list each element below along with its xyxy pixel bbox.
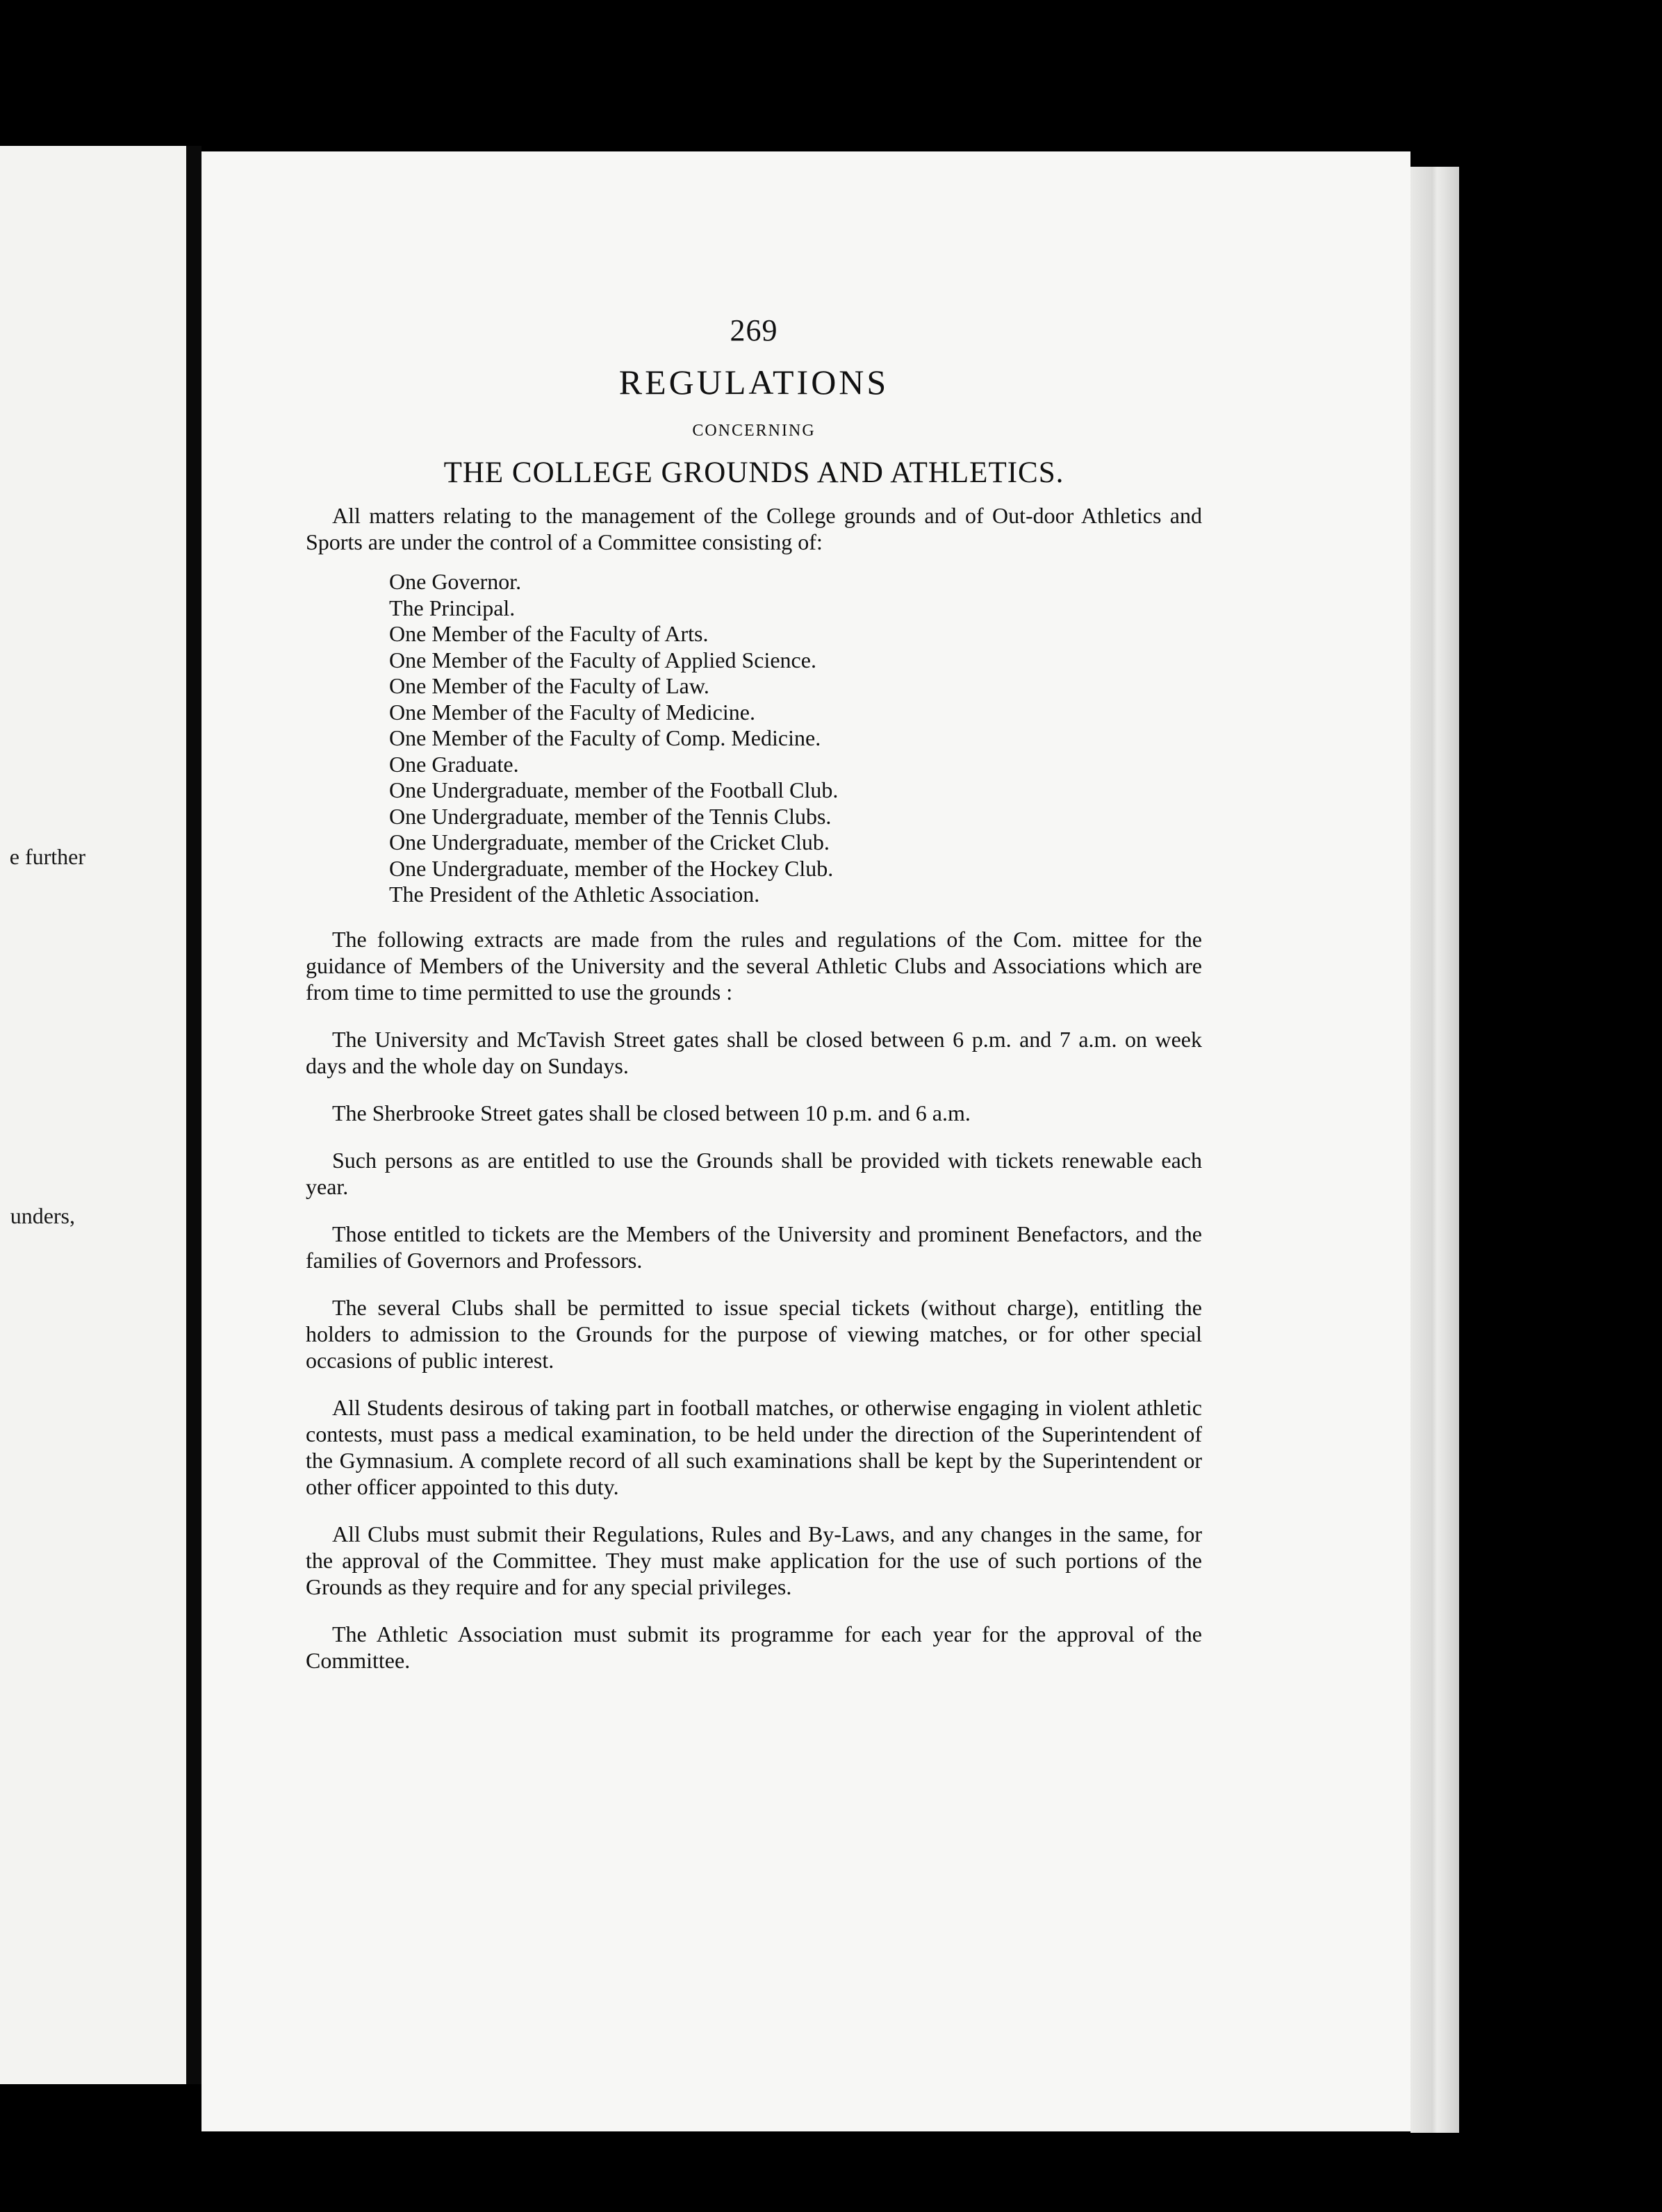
regulation-paragraph: The Sherbrooke Street gates shall be closed between 10 p.m. and 6 a.m. xyxy=(332,1100,971,1125)
facing-page xyxy=(0,146,186,2084)
book-gutter xyxy=(186,146,201,2084)
regulation-paragraph: The following extracts are made from the rules and regulations of the Com. mittee for the guidance of Members of the University and the several Athletic Clubs and Associations which are from time to time permitted to use the grounds : xyxy=(306,926,1202,1005)
page-number: 269 xyxy=(730,313,778,347)
committee-member: One Member of the Faculty of Comp. Medicine. xyxy=(389,725,821,750)
committee-member: One Member of the Faculty of Law. xyxy=(389,673,709,698)
page-edges xyxy=(1410,167,1459,2133)
regulation-paragraph: The Athletic Association must submit its programme for each year for the approval of the Committee. xyxy=(306,1621,1202,1673)
page-subtitle: CONCERNING xyxy=(692,422,816,440)
committee-member: One Undergraduate, member of the Hockey Club. xyxy=(389,855,834,881)
committee-member: One Member of the Faculty of Medicine. xyxy=(389,699,755,725)
committee-member: One Governor. xyxy=(389,569,522,594)
committee-list xyxy=(306,569,1202,908)
regulation-paragraph: All Clubs must submit their Regulations, Rules and By-Laws, and any changes in the same, for the approval of the Committee. They must make application for the use of such portions of the Grounds as they require and for any special privileges. xyxy=(306,1521,1202,1599)
page-content xyxy=(306,313,1202,1694)
committee-member: The President of the Athletic Association. xyxy=(389,882,760,907)
page-title: REGULATIONS xyxy=(618,363,889,402)
committee-member: The Principal. xyxy=(389,595,516,620)
committee-member: One Undergraduate, member of the Football Club. xyxy=(389,777,839,802)
regulation-paragraph: The University and McTavish Street gates shall be closed between 6 p.m. and 7 a.m. on week days and the whole day on Sundays. xyxy=(306,1026,1202,1078)
committee-member: One Undergraduate, member of the Tennis Clubs. xyxy=(389,803,832,829)
section-heading: THE COLLEGE GROUNDS AND ATHLETICS. xyxy=(443,456,1064,489)
regulation-paragraph: The several Clubs shall be permitted to issue special tickets (without charge), entitling the holders to admission to the Grounds for the purpose of viewing matches, or for other special occasions of public interest. xyxy=(306,1294,1202,1373)
facing-page-fragment: e further xyxy=(9,844,85,869)
committee-member: One Member of the Faculty of Applied Science. xyxy=(389,647,816,672)
intro-paragraph: All matters relating to the management of the College grounds and of Out-door Athletics and Sports are under the control of a Committee consisting of: xyxy=(306,503,1202,554)
committee-member: One Undergraduate, member of the Cricket Club. xyxy=(389,830,830,855)
facing-page-fragment: unders, xyxy=(10,1203,75,1228)
regulation-paragraph: Such persons as are entitled to use the Grounds shall be provided with tickets renewable each year. xyxy=(306,1147,1202,1199)
regulation-paragraph: All Students desirous of taking part in football matches, or otherwise engaging in violent athletic contests, must pass a medical examination, to be held under the direction of the Superintendent of the Gymnasium. A complete record of all such examinations shall be kept by the Superintendent or other officer appointed to this duty. xyxy=(306,1394,1202,1499)
regulation-paragraph: Those entitled to tickets are the Members of the University and prominent Benefactors, and the families of Governors and Professors. xyxy=(306,1221,1202,1273)
committee-member: One Member of the Faculty of Arts. xyxy=(389,621,709,646)
committee-member: One Graduate. xyxy=(389,751,519,777)
